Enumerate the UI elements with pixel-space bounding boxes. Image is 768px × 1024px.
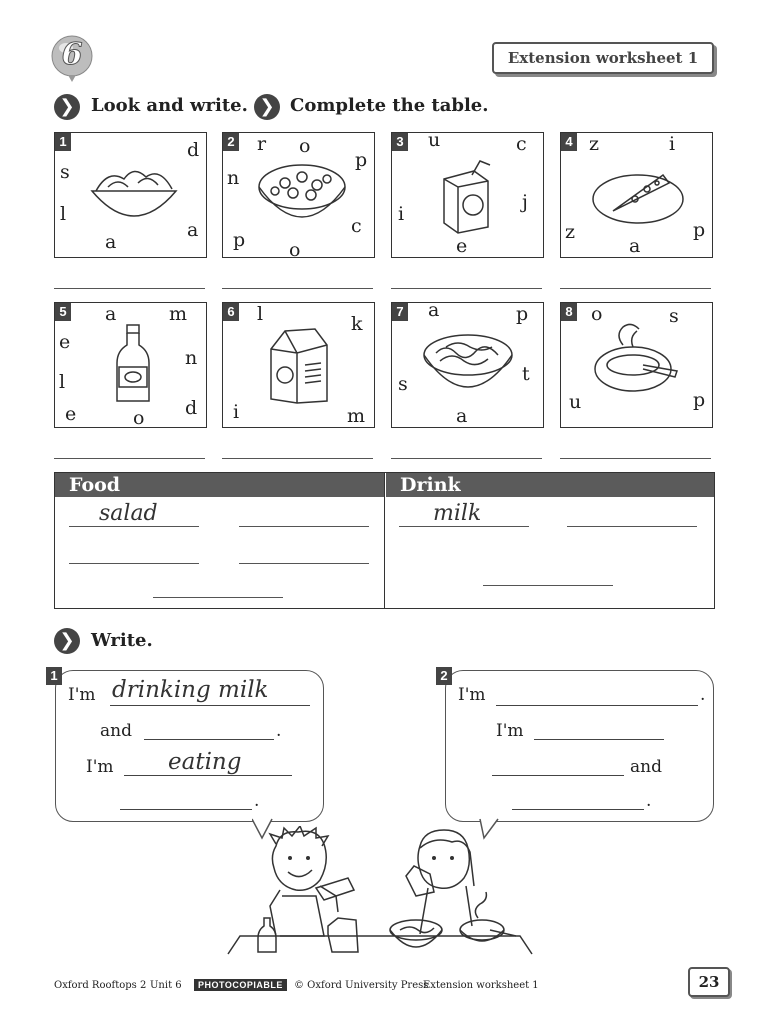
box-number: 2 [223, 133, 239, 151]
letter: r [257, 133, 267, 155]
answer-line[interactable] [54, 288, 205, 289]
letter: p [693, 389, 706, 411]
bubble-example: drinking milk [112, 677, 269, 703]
answer-line[interactable] [222, 458, 373, 459]
letter: d [187, 139, 200, 161]
box-number: 4 [561, 133, 577, 151]
picture-box [54, 302, 207, 428]
bubble-text: and [100, 721, 132, 741]
picture-box [560, 302, 713, 428]
letter: a [105, 231, 117, 253]
answer-line[interactable] [560, 458, 711, 459]
answer-line[interactable] [391, 458, 542, 459]
letter: z [589, 133, 600, 155]
letter: n [185, 347, 198, 369]
footer-book: Oxford Rooftops 2 [54, 980, 147, 991]
letter: l [257, 303, 264, 325]
letter: m [169, 303, 188, 325]
letter: t [522, 363, 530, 385]
picture-box [222, 302, 375, 428]
bubble-text: I'm [86, 757, 114, 777]
pizza-icon [591, 167, 685, 227]
food-line[interactable] [153, 597, 283, 598]
letter: u [428, 129, 441, 151]
drink-header: Drink [385, 473, 714, 497]
answer-line[interactable] [222, 288, 373, 289]
letter: d [185, 397, 198, 419]
bubble-text: I'm [68, 685, 96, 705]
bubble-text: . [646, 791, 652, 811]
picture-box [222, 132, 375, 261]
worksheet-title: Extension worksheet 1 [492, 42, 714, 74]
box-number: 6 [223, 303, 239, 321]
letter: e [65, 403, 77, 425]
letter: o [133, 407, 145, 429]
box-number: 1 [55, 133, 71, 151]
answer-line[interactable] [512, 809, 644, 810]
bubble-number: 2 [436, 667, 452, 685]
letter: k [351, 313, 363, 335]
unit-number: 6 [61, 37, 83, 72]
answer-line[interactable] [54, 458, 205, 459]
answer-line[interactable] [534, 739, 664, 740]
page-number: 23 [688, 967, 730, 997]
food-header: Food [55, 473, 384, 497]
letter: p [693, 219, 706, 241]
letter: e [456, 235, 468, 257]
letter: m [347, 405, 366, 427]
picture-box [560, 132, 713, 258]
letter: s [60, 161, 70, 183]
answer-line[interactable] [144, 739, 274, 740]
arrow-icon: ❯ [54, 94, 80, 120]
picture-box [391, 299, 544, 428]
drink-line[interactable] [567, 526, 697, 527]
juice-box-icon [438, 157, 498, 237]
answer-line[interactable] [560, 288, 711, 289]
arrow-icon: ❯ [254, 94, 280, 120]
photocopiable-badge: PHOTOCOPIABLE [194, 979, 287, 991]
letter: p [233, 229, 246, 251]
lemonade-bottle-icon [113, 323, 153, 407]
box-number: 7 [392, 303, 408, 321]
footer-unit: Unit 6 [150, 980, 182, 991]
box-number: 8 [561, 303, 577, 321]
letter: z [565, 221, 576, 243]
letter: o [289, 239, 301, 261]
letter: a [428, 299, 440, 321]
letter: c [351, 215, 362, 237]
answer-line[interactable] [110, 705, 310, 706]
bubble-text: I'm [458, 685, 486, 705]
letter: p [355, 149, 368, 171]
speech-bubble-1 [50, 668, 324, 822]
footer-copyright: © Oxford University Press [294, 980, 429, 991]
popcorn-icon [257, 157, 347, 229]
letter: u [569, 391, 582, 413]
milk-carton-icon [267, 325, 331, 405]
letter: c [516, 133, 527, 155]
letter: s [669, 305, 679, 327]
salad-icon [88, 161, 180, 231]
bubble-example: eating [168, 749, 242, 775]
instruction-write: Write. [91, 630, 153, 651]
answer-line[interactable] [124, 775, 292, 776]
girl-icon [406, 830, 474, 934]
picture-box [391, 129, 544, 258]
bubble-text: . [700, 685, 706, 705]
box-number: 3 [392, 133, 408, 151]
answer-line[interactable] [496, 705, 698, 706]
picture-box [54, 132, 207, 258]
letter: a [456, 405, 468, 427]
food-line[interactable] [69, 526, 199, 527]
letter: i [398, 203, 405, 225]
arrow-icon: ❯ [54, 628, 80, 654]
unit-badge [50, 34, 94, 78]
letter: p [516, 303, 529, 325]
food-line[interactable] [239, 526, 369, 527]
drink-line[interactable] [483, 585, 613, 586]
pasta-icon [422, 329, 514, 393]
letter: i [669, 133, 676, 155]
bubble-number: 1 [46, 667, 62, 685]
answer-line[interactable] [120, 809, 252, 810]
letter: j [522, 191, 528, 213]
letter: l [60, 203, 67, 225]
children-eating-illustration [220, 826, 540, 960]
letter: i [233, 401, 240, 423]
drink-line[interactable] [399, 526, 529, 527]
footer-sheet: Extension worksheet 1 [423, 980, 539, 991]
speech-bubble-2 [440, 668, 714, 822]
letter: o [299, 135, 311, 157]
letter: n [227, 167, 240, 189]
bubble-text: . [276, 721, 282, 741]
instruction-complete-table: Complete the table. [290, 95, 489, 116]
letter: a [105, 303, 117, 325]
food-drink-table [54, 472, 715, 609]
food-line[interactable] [69, 563, 199, 564]
letter: a [629, 235, 641, 257]
letter: a [187, 219, 199, 241]
boy-icon [270, 826, 354, 936]
answer-line[interactable] [391, 288, 542, 289]
bubble-text: and [630, 757, 662, 777]
letter: o [591, 303, 603, 325]
drink-example: milk [433, 501, 482, 526]
bubble-text: I'm [496, 721, 524, 741]
answer-line[interactable] [492, 775, 624, 776]
soup-bowl-icon [593, 321, 683, 403]
letter: s [398, 373, 408, 395]
food-example: salad [99, 501, 158, 526]
letter: l [59, 371, 66, 393]
food-line[interactable] [239, 563, 369, 564]
letter: e [59, 331, 71, 353]
bubble-text: . [254, 791, 260, 811]
column-divider [384, 473, 385, 608]
box-number: 5 [55, 303, 71, 321]
instruction-look-write: Look and write. [91, 95, 248, 116]
